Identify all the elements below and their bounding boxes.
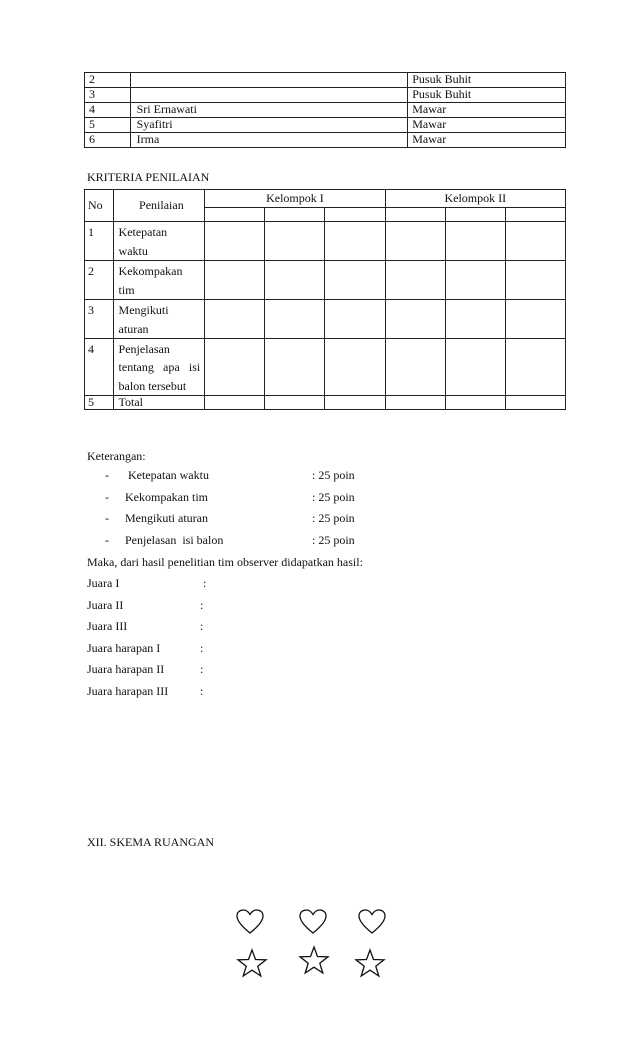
result-separator: :	[200, 641, 204, 655]
list-item-label: Penjelasan isi balon	[125, 533, 224, 547]
team-name: Pusuk Buhit	[408, 73, 566, 88]
score-cell	[445, 300, 505, 339]
team-name: Pusuk Buhit	[408, 88, 566, 103]
list-item-label: Kekompakan tim	[125, 490, 208, 504]
score-cell	[205, 339, 265, 396]
list-bullet: -	[105, 490, 109, 504]
score-cell	[265, 396, 325, 410]
score-cell	[445, 222, 505, 261]
section-title: KRITERIA PENILAIAN	[87, 170, 210, 184]
criteria-no-text: 2	[88, 264, 94, 278]
score-cell	[265, 222, 325, 261]
criteria-line: aturan	[118, 322, 149, 336]
score-cell	[505, 300, 565, 339]
score-cell	[505, 339, 565, 396]
result-separator: :	[203, 576, 207, 590]
criteria-label	[113, 261, 205, 300]
score-cell	[265, 261, 325, 300]
score-cell	[505, 208, 565, 222]
table-row	[85, 103, 566, 118]
table-row	[85, 222, 566, 261]
star-icon	[236, 949, 268, 977]
score-cell	[385, 396, 445, 410]
list-item-label: Ketepatan waktu	[128, 468, 209, 482]
result-separator: :	[200, 684, 204, 698]
result-label: Juara II	[87, 598, 124, 612]
list-bullet: -	[105, 468, 109, 482]
star-icon	[354, 949, 386, 977]
criteria-line: balon tersebut	[118, 379, 187, 393]
table-row	[85, 261, 566, 300]
criteria-line: Ketepatan	[118, 225, 168, 239]
result-separator: :	[200, 662, 204, 676]
list-item-label: Mengikuti aturan	[125, 511, 208, 525]
team-no: 5	[85, 118, 131, 133]
team-member-name: Irma	[130, 133, 408, 148]
team-member-name	[130, 73, 408, 88]
team-member-name: Sri Ernawati	[130, 103, 408, 118]
schema-title: XII. SKEMA RUANGAN	[87, 835, 215, 849]
score-cell	[325, 396, 385, 410]
criteria-no	[85, 339, 114, 396]
score-cell	[325, 261, 385, 300]
score-cell	[385, 208, 445, 222]
team-name: Mawar	[408, 118, 566, 133]
score-cell	[325, 339, 385, 396]
criteria-no: 5	[85, 396, 114, 410]
criteria-line: Mengikuti	[118, 303, 169, 317]
heart-icon	[358, 909, 386, 935]
star-icon	[298, 946, 330, 974]
criteria-label: Total	[113, 396, 205, 410]
table-row	[85, 73, 566, 88]
score-cell	[205, 300, 265, 339]
team-name: Mawar	[408, 133, 566, 148]
criteria-label	[113, 300, 205, 339]
score-cell	[505, 261, 565, 300]
criteria-no	[85, 261, 114, 300]
list-item-value: : 25 poin	[312, 511, 355, 525]
criteria-line: waktu	[118, 244, 148, 258]
result-label: Juara harapan II	[87, 662, 165, 676]
score-cell	[445, 396, 505, 410]
heart-icon	[299, 909, 327, 935]
result-label: Juara harapan III	[87, 684, 169, 698]
header-group-2: Kelompok II	[385, 190, 565, 208]
team-no: 6	[85, 133, 131, 148]
score-cell	[205, 222, 265, 261]
criteria-label	[113, 339, 205, 396]
table-row	[85, 396, 566, 410]
criteria-line: tim	[118, 283, 135, 297]
list-bullet: -	[105, 511, 109, 525]
table-row	[85, 339, 566, 396]
score-cell	[205, 396, 265, 410]
table-row	[85, 133, 566, 148]
table-row	[85, 118, 566, 133]
criteria-label	[113, 222, 205, 261]
list-item-value: : 25 poin	[312, 490, 355, 504]
criteria-no-text: 3	[88, 303, 94, 317]
result-label: Juara harapan I	[87, 641, 161, 655]
list-item-value: : 25 poin	[312, 533, 355, 547]
score-cell	[325, 300, 385, 339]
criteria-no	[85, 300, 114, 339]
score-cell	[445, 261, 505, 300]
criteria-table	[84, 189, 566, 410]
result-separator: :	[200, 598, 204, 612]
result-separator: :	[200, 619, 204, 633]
score-cell	[325, 222, 385, 261]
results-intro: Maka, dari hasil penelitian tim observer didapatkan hasil:	[87, 555, 363, 569]
criteria-line: Kekompakan	[118, 264, 183, 278]
score-cell	[505, 222, 565, 261]
score-cell	[505, 396, 565, 410]
criteria-line: tentang apa isi	[118, 360, 201, 374]
score-cell	[385, 339, 445, 396]
table-row	[85, 88, 566, 103]
score-cell	[385, 222, 445, 261]
table-header-row	[85, 190, 566, 208]
score-cell	[205, 208, 265, 222]
criteria-no	[85, 222, 114, 261]
criteria-no-text: 1	[88, 225, 94, 239]
table-row	[85, 300, 566, 339]
result-label: Juara III	[87, 619, 128, 633]
keterangan-heading: Keterangan:	[87, 449, 146, 463]
team-no: 3	[85, 88, 131, 103]
team-no: 4	[85, 103, 131, 118]
header-no: No	[85, 190, 114, 222]
team-member-name	[130, 88, 408, 103]
team-member-name: Syafitri	[130, 118, 408, 133]
team-table	[84, 72, 566, 148]
header-group-1: Kelompok I	[205, 190, 385, 208]
team-name: Mawar	[408, 103, 566, 118]
score-cell	[205, 261, 265, 300]
result-label: Juara I	[87, 576, 120, 590]
score-cell	[265, 208, 325, 222]
score-cell	[265, 300, 325, 339]
score-cell	[325, 208, 385, 222]
score-cell	[385, 300, 445, 339]
score-cell	[385, 261, 445, 300]
score-cell	[445, 339, 505, 396]
criteria-line: Penjelasan	[118, 342, 170, 356]
list-item-value: : 25 poin	[312, 468, 355, 482]
heart-icon	[236, 909, 264, 935]
team-no: 2	[85, 73, 131, 88]
list-bullet: -	[105, 533, 109, 547]
header-penilaian: Penilaian	[113, 190, 205, 222]
criteria-no-text: 4	[88, 342, 94, 356]
score-cell	[265, 339, 325, 396]
score-cell	[445, 208, 505, 222]
